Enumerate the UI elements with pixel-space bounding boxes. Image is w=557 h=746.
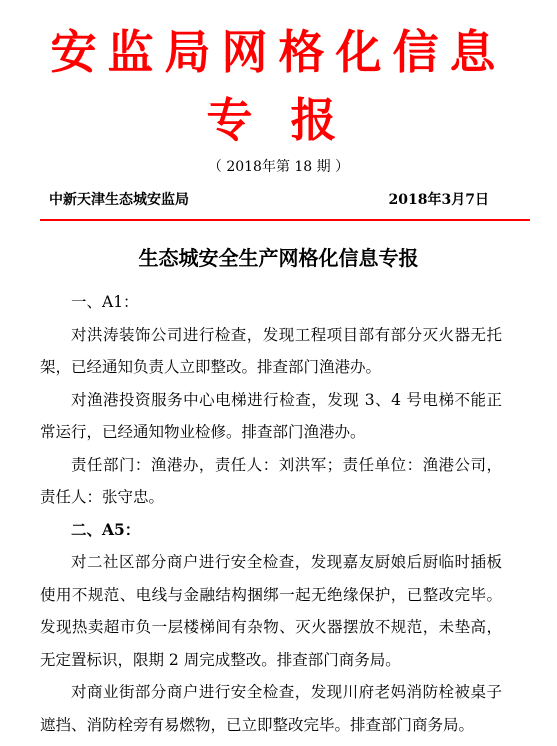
document-body [40,286,502,741]
section-paragraph: 对洪涛装饰公司进行检查，发现工程项目部有部分灭火器无托架，已经通知负责人立即整改。排查部门渔港办。 [40,325,502,376]
red-divider [40,219,530,221]
section-paragraph: 责任部门：渔港办，责任人：刘洪军；责任单位：渔港公司，责任人：张守忠。 [40,455,502,506]
issue-date: 2018年3月7日 [388,192,489,208]
document-title: 生态城安全生产网格化信息专报 [138,246,419,270]
masthead-subtitle: 专报 [206,93,375,147]
issuer-row [49,190,489,210]
section-paragraph: 对商业街部分商户进行安全检查，发现川府老妈消防栓被桌子遮挡、消防栓旁有易燃物，已立即整改完毕。排查部门商务局。 [40,683,502,734]
issue-number: （ 2018年第 18 期 ） [207,159,350,175]
masthead-title: 安监局网格化信息 [50,25,507,79]
section-heading: 一、A1： [71,293,139,311]
section-heading: 二、A5： [71,519,141,539]
issuer: 中新天津生态城安监局 [49,192,189,208]
section-paragraph: 对二社区部分商户进行安全检查，发现嘉友厨娘后厨临时插板使用不规范、电线与金融结构捆绑一起无绝缘保护，已整改完毕。发现热卖超市负一层楼梯间有杂物、灭火器摆放不规范，未垫高，无定置标识，限期 2 周完成整改。排查部门商务局。 [40,553,502,669]
section-paragraph: 对渔港投资服务中心电梯进行检查，发现 3、4 号电梯不能正常运行，已经通知物业检修。排查部门渔港办。 [40,390,502,441]
